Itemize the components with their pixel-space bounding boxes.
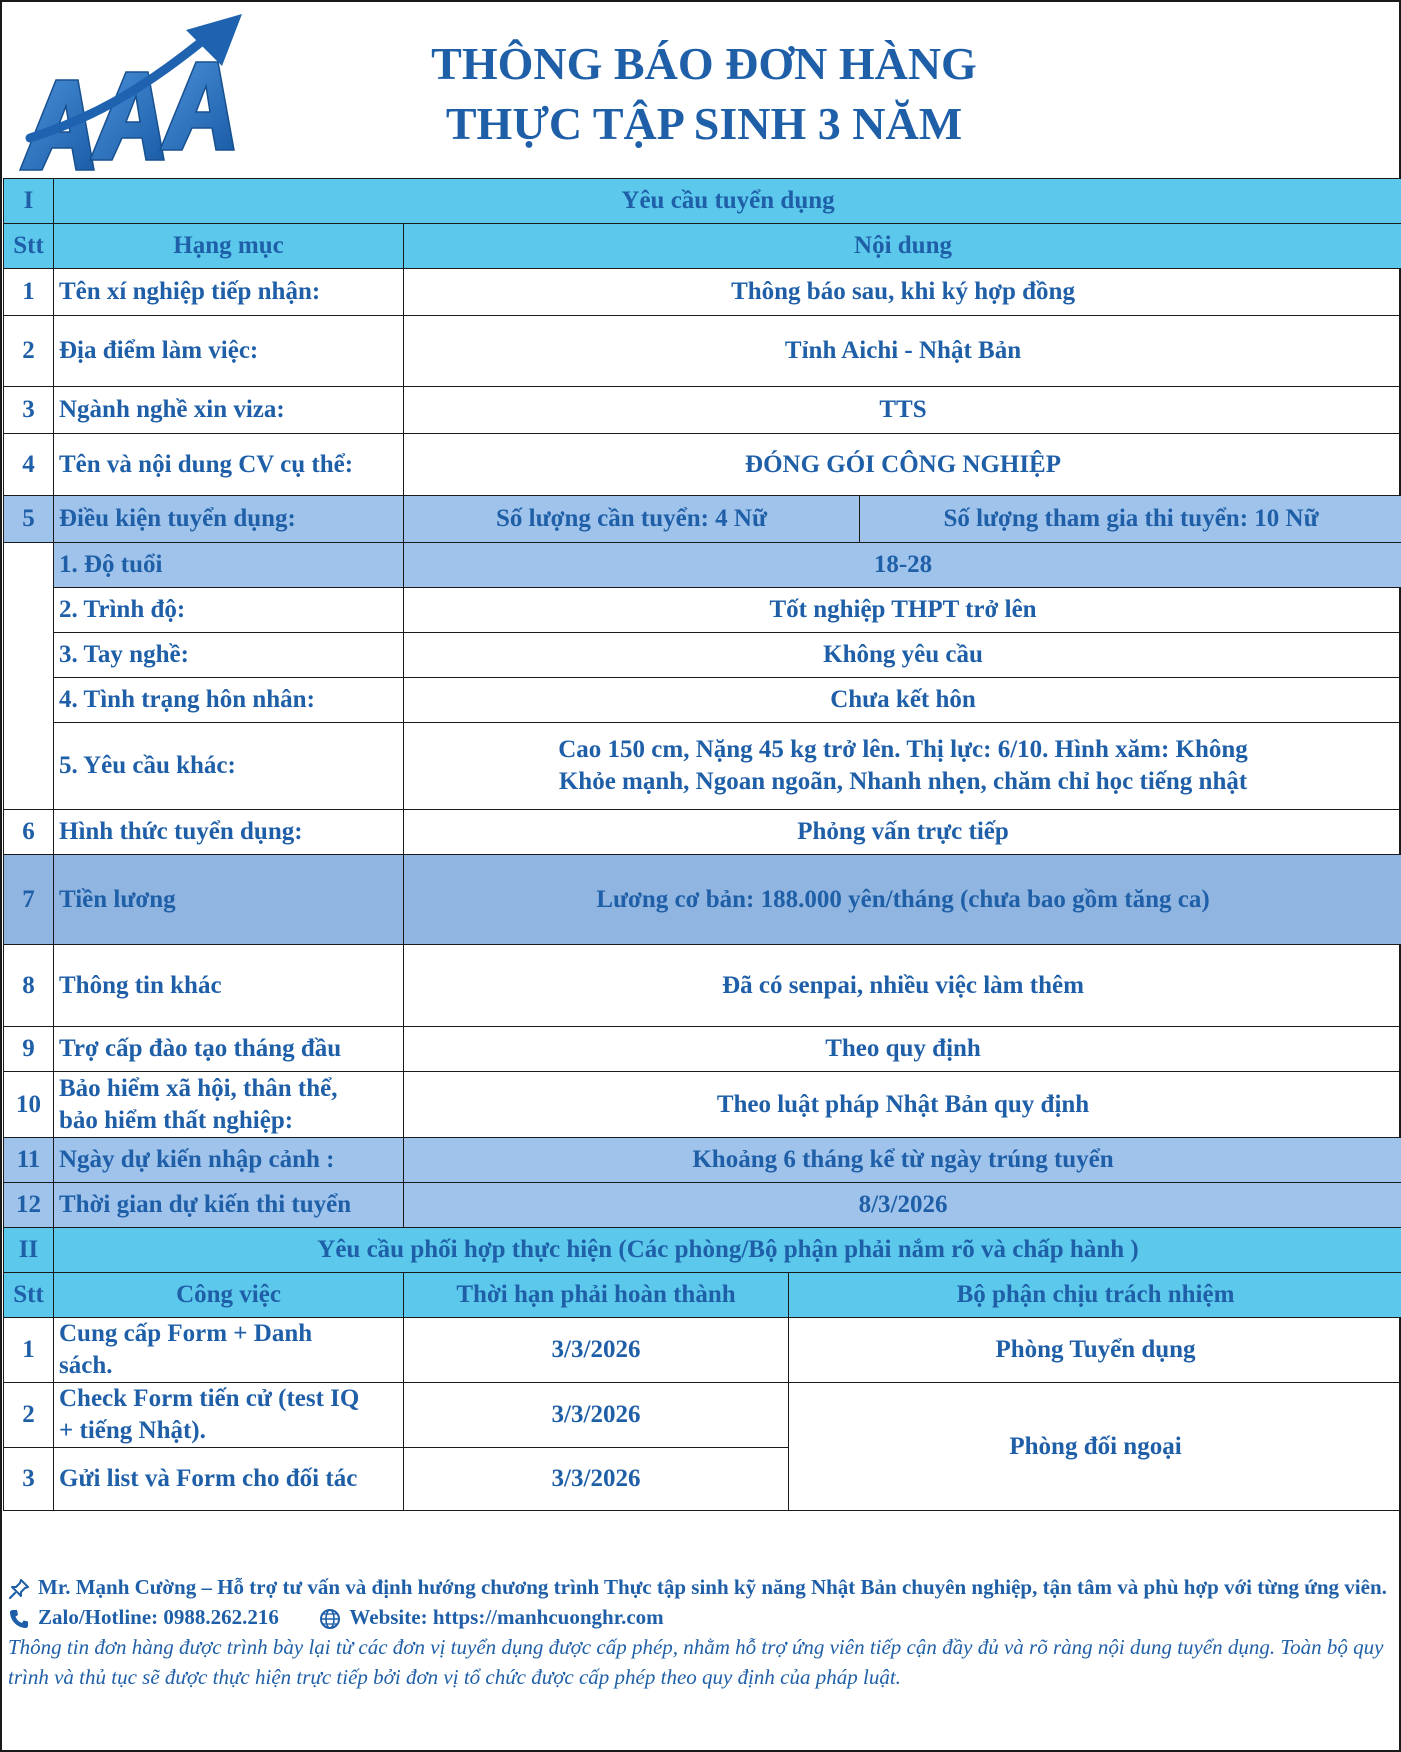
row-content: Thông báo sau, khi ký hợp đồng xyxy=(404,269,1401,316)
table-row xyxy=(4,316,1401,387)
table-row xyxy=(4,434,1401,496)
col-task: Công việc xyxy=(54,1273,404,1318)
condition-content: Tốt nghiệp THPT trở lên xyxy=(404,588,1401,633)
task-dept: Phòng Tuyển dụng xyxy=(789,1318,1401,1383)
disclaimer: Thông tin đơn hàng được trình bày lại từ các đơn vị tuyển dụng được cấp phép, nhằm hỗ trợ ứng viên tiếp cận đầy đủ và rõ ràng nội dung tuyển dụng. Toàn bộ quy trình và thủ tục sẽ được thực hiện trực tiếp bởi đơn vị tổ chức được cấp phép theo quy định của pháp luật. xyxy=(8,1635,1384,1689)
row-content: Tỉnh Aichi - Nhật Bản xyxy=(404,316,1401,387)
title-line-2: THỰC TẬP SINH 3 NĂM xyxy=(445,98,963,149)
col-stt: Stt xyxy=(4,224,54,269)
globe-icon xyxy=(319,1608,341,1630)
row-content: Lương cơ bản: 188.000 yên/tháng (chưa bao gồm tăng ca) xyxy=(404,855,1401,945)
table-row xyxy=(4,1072,1401,1138)
task-line-1: Check Form tiến cử (test IQ xyxy=(59,1385,360,1412)
row-stt: 3 xyxy=(4,387,54,434)
condition-row xyxy=(4,633,1401,678)
table-row xyxy=(4,1027,1401,1072)
row-content: Đã có senpai, nhiều việc làm thêm xyxy=(404,945,1401,1027)
row-item: Trợ cấp đào tạo tháng đầu xyxy=(54,1027,404,1072)
website-link[interactable]: Website: https://manhcuonghr.com xyxy=(349,1605,664,1629)
column-header-row xyxy=(4,1273,1401,1318)
title-line-1: THÔNG BÁO ĐƠN HÀNG xyxy=(431,38,977,89)
task-name xyxy=(54,1318,404,1383)
row-content: Phỏng vấn trực tiếp xyxy=(404,810,1401,855)
row-content: TTS xyxy=(404,387,1401,434)
col-item: Hạng mục xyxy=(54,224,404,269)
footer xyxy=(8,1572,1398,1692)
task-stt: 2 xyxy=(4,1383,54,1448)
row-content: Theo luật pháp Nhật Bản quy định xyxy=(404,1072,1401,1138)
row-stt: 8 xyxy=(4,945,54,1027)
hotline[interactable]: Zalo/Hotline: 0988.262.216 xyxy=(38,1605,279,1629)
phone-icon xyxy=(8,1608,30,1630)
row-item: Tên xí nghiệp tiếp nhận: xyxy=(54,269,404,316)
table-row xyxy=(4,1138,1401,1183)
section-number: I xyxy=(4,179,54,224)
condition-item: 4. Tình trạng hôn nhân: xyxy=(54,678,404,723)
section-header-row xyxy=(4,179,1401,224)
table-row xyxy=(4,945,1401,1027)
row-stt: 4 xyxy=(4,434,54,496)
task-deadline: 3/3/2026 xyxy=(404,1383,789,1448)
condition-content: Không yêu cầu xyxy=(404,633,1401,678)
row-item: Tên và nội dung CV cụ thể: xyxy=(54,434,404,496)
row-item: Địa điểm làm việc: xyxy=(54,316,404,387)
task-line-1: Cung cấp Form + Danh xyxy=(59,1320,313,1347)
item-line-2: bảo hiểm thất nghiệp: xyxy=(59,1106,294,1134)
conditions-header-row xyxy=(4,496,1401,543)
section-number: II xyxy=(4,1228,54,1273)
contact-text: Mr. Mạnh Cường – Hỗ trợ tư vấn và định hướng chương trình Thực tập sinh kỹ năng Nhật Bản chuyên nghiệp, tận tâm và phù hợp với từng ứng viên. xyxy=(38,1575,1387,1599)
other-requirements-line-2: Khỏe mạnh, Ngoan ngoãn, Nhanh nhẹn, chăm chỉ học tiếng nhật xyxy=(558,768,1248,795)
row-item: Thời gian dự kiến thi tuyển xyxy=(54,1183,404,1228)
task-dept: Phòng đối ngoại xyxy=(789,1383,1401,1511)
table-row xyxy=(4,269,1401,316)
coordination-table xyxy=(3,1227,1401,1511)
row-stt: 1 xyxy=(4,269,54,316)
page-title xyxy=(304,34,1104,154)
table-row xyxy=(4,1183,1401,1228)
condition-row xyxy=(4,588,1401,633)
aaa-logo-arrow xyxy=(16,10,252,176)
col-content: Nội dung xyxy=(404,224,1401,269)
item-line-1: Bảo hiểm xã hội, thân thể, xyxy=(59,1074,338,1102)
row-stt: 9 xyxy=(4,1027,54,1072)
row-content: 8/3/2026 xyxy=(404,1183,1401,1228)
contact-line xyxy=(8,1572,1398,1602)
conditions-spacer xyxy=(4,543,54,810)
quantity-needed: Số lượng cần tuyển: 4 Nữ xyxy=(404,496,860,543)
other-requirements-line-1: Cao 150 cm, Nặng 45 kg trở lên. Thị lực: 6/10. Hình xăm: Không xyxy=(558,736,1248,763)
row-item: Ngành nghề xin viza: xyxy=(54,387,404,434)
column-header-row xyxy=(4,224,1401,269)
task-line-2: + tiếng Nhật). xyxy=(59,1417,206,1444)
col-dept: Bộ phận chịu trách nhiệm xyxy=(789,1273,1401,1318)
task-line-2: sách. xyxy=(59,1352,113,1379)
salary-row xyxy=(4,855,1401,945)
condition-item: 3. Tay nghề: xyxy=(54,633,404,678)
row-content: Khoảng 6 tháng kể từ ngày trúng tuyển xyxy=(404,1138,1401,1183)
section-title: Yêu cầu tuyển dụng xyxy=(54,179,1401,224)
task-stt: 1 xyxy=(4,1318,54,1383)
condition-row xyxy=(4,543,1401,588)
row-stt: 7 xyxy=(4,855,54,945)
col-stt: Stt xyxy=(4,1273,54,1318)
condition-item: 5. Yêu cầu khác: xyxy=(54,723,404,810)
row-item: Hình thức tuyển dụng: xyxy=(54,810,404,855)
row-item xyxy=(54,1072,404,1138)
contact-details xyxy=(8,1602,1398,1632)
task-row xyxy=(4,1318,1401,1383)
col-deadline: Thời hạn phải hoàn thành xyxy=(404,1273,789,1318)
row-stt: 6 xyxy=(4,810,54,855)
condition-content: Chưa kết hôn xyxy=(404,678,1401,723)
recruitment-requirements-table xyxy=(3,178,1401,1228)
section-header-row xyxy=(4,1228,1401,1273)
task-name: Gửi list và Form cho đối tác xyxy=(54,1448,404,1511)
row-stt: 10 xyxy=(4,1072,54,1138)
exam-quantity: Số lượng tham gia thi tuyển: 10 Nữ xyxy=(860,496,1401,543)
condition-row xyxy=(4,723,1401,810)
task-deadline: 3/3/2026 xyxy=(404,1318,789,1383)
row-item: Thông tin khác xyxy=(54,945,404,1027)
row-stt: 5 xyxy=(4,496,54,543)
row-item: Ngày dự kiến nhập cảnh : xyxy=(54,1138,404,1183)
row-content: Theo quy định xyxy=(404,1027,1401,1072)
pin-icon xyxy=(8,1578,30,1600)
header xyxy=(4,4,1401,176)
condition-content: 18-28 xyxy=(404,543,1401,588)
task-name xyxy=(54,1383,404,1448)
row-item: Điều kiện tuyển dụng: xyxy=(54,496,404,543)
condition-row xyxy=(4,678,1401,723)
row-stt: 12 xyxy=(4,1183,54,1228)
row-item: Tiền lương xyxy=(54,855,404,945)
task-stt: 3 xyxy=(4,1448,54,1511)
condition-item: 2. Trình độ: xyxy=(54,588,404,633)
table-row xyxy=(4,810,1401,855)
task-row xyxy=(4,1383,1401,1448)
row-content: ĐÓNG GÓI CÔNG NGHIỆP xyxy=(404,434,1401,496)
table-row xyxy=(4,387,1401,434)
row-stt: 11 xyxy=(4,1138,54,1183)
section-title: Yêu cầu phối hợp thực hiện (Các phòng/Bộ phận phải nắm rõ và chấp hành ) xyxy=(54,1228,1401,1273)
task-deadline: 3/3/2026 xyxy=(404,1448,789,1511)
condition-content xyxy=(404,723,1401,810)
row-stt: 2 xyxy=(4,316,54,387)
condition-item: 1. Độ tuổi xyxy=(54,543,404,588)
